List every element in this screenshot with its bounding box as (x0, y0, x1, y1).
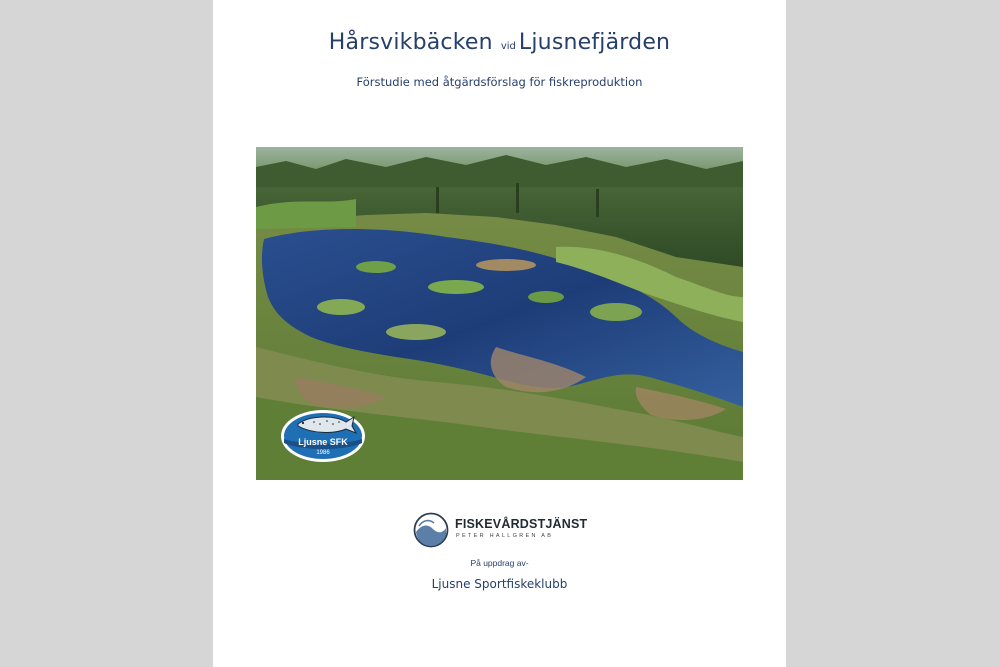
title-place: Ljusnefjärden (518, 30, 671, 55)
document-page (213, 0, 786, 667)
title-connector: vid (500, 41, 516, 52)
wave-circle-icon (413, 512, 449, 548)
cover-photo (256, 147, 743, 480)
commission-label: På uppdrag av- (470, 558, 529, 568)
company-logo (413, 512, 613, 548)
club-logo (280, 409, 366, 463)
company-tagline: PETER HALLGREN AB (456, 533, 554, 539)
club-year: 1986 (316, 450, 330, 456)
company-name: FISKEVÅRDSTJÄNST (455, 517, 588, 531)
client-name: Ljusne Sportfiskeklubb (431, 577, 568, 591)
page-title (213, 30, 786, 55)
title-main: Hårsvikbäcken (328, 30, 493, 55)
page-subtitle: Förstudie med åtgärdsförslag för fiskreproduktion (356, 75, 643, 89)
club-name: Ljusne SFK (298, 437, 348, 447)
